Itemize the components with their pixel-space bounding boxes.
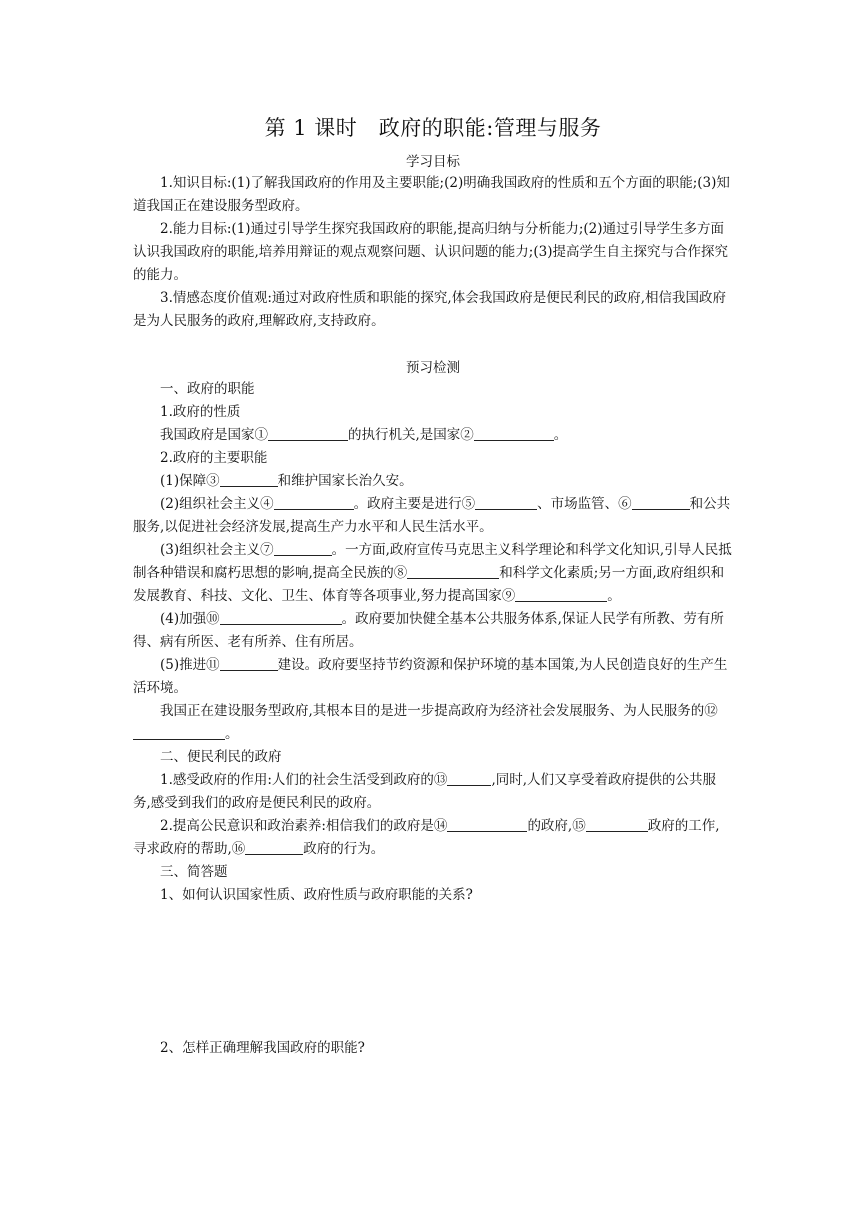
objective-knowledge: 1.知识目标:(1)了解我国政府的作用及主要职能;(2)明确我国政府的性质和五个方面的职能;(3)知道我国正在建设服务型政府。 bbox=[133, 175, 730, 214]
blank-10[interactable] bbox=[220, 611, 342, 625]
fill-line-nature: 我国政府是国家① 的执行机关,是国家② 。 bbox=[160, 427, 568, 443]
fill-line-function-2: (2)组织社会主义④ 。政府主要是进行⑤ 、市场监管、⑥ 和公共服务,以促进社会经济发展,提高生产力水平和人民生活水平。 bbox=[133, 496, 731, 535]
fill-line-function-4: (4)加强⑩ 。政府要加快健全基本公共服务体系,保证人民学有所教、劳有所得、病有所医、老有所养、住有所居。 bbox=[133, 611, 724, 650]
blank-4[interactable] bbox=[274, 496, 354, 510]
objective-ability: 2.能力目标:(1)通过引导学生探究我国政府的职能,提高归纳与分析能力;(2)通过引导学生多方面认识我国政府的职能,培养用辩证的观点观察问题、认识问题的能力;(3)提高学生自主探究与合作探究的能力。 bbox=[133, 221, 728, 283]
blank-7[interactable] bbox=[274, 542, 332, 556]
fill-line-civic: 2.提高公民意识和政治素养:相信我们的政府是⑭ 的政府,⑮ 政府的工作,寻求政府的帮助,⑯ 政府的行为。 bbox=[133, 818, 720, 857]
blank-16[interactable] bbox=[245, 841, 303, 855]
objective-attitude: 3.情感态度价值观:通过对政府性质和职能的探究,体会我国政府是便民利民的政府,相信我国政府是为人民服务的政府,理解政府,支持政府。 bbox=[133, 290, 727, 329]
lesson-title: 第 1 课时 政府的职能:管理与服务 bbox=[264, 116, 602, 140]
section-2-title: 二、便民利民的政府 bbox=[160, 749, 282, 765]
section-1-title: 一、政府的职能 bbox=[160, 381, 255, 397]
blank-14[interactable] bbox=[447, 818, 527, 832]
question-2: 2、怎样正确理解我国政府的职能? bbox=[160, 1040, 365, 1056]
fill-line-function-1: (1)保障③ 和维护国家长治久安。 bbox=[160, 473, 413, 489]
fill-line-service-government: 我国正在建设服务型政府,其根本目的是进一步提高政府为经济社会发展服务、为人民服务的⑫。 bbox=[133, 700, 733, 746]
blank-9[interactable] bbox=[515, 588, 607, 602]
blank-12[interactable] bbox=[133, 726, 225, 740]
objectives-heading: 学习目标 bbox=[406, 154, 460, 170]
blank-11[interactable] bbox=[220, 657, 278, 671]
fill-line-function-3: (3)组织社会主义⑦ 。一方面,政府宣传马克思主义科学理论和科学文化知识,引导人民抵制各种错误和腐朽思想的影响,提高全民族的⑧ 和科学文化素质;另一方面,政府组织和发展教育、科技、文化、卫生、体育等各项事业,努力提高国家⑨ 。 bbox=[133, 542, 732, 604]
subsection-nature: 1.政府的性质 bbox=[160, 404, 241, 420]
spacer bbox=[133, 333, 733, 356]
blank-1[interactable] bbox=[268, 427, 348, 441]
preview-heading: 预习检测 bbox=[406, 360, 460, 376]
blank-6[interactable] bbox=[632, 496, 690, 510]
blank-2[interactable] bbox=[474, 427, 554, 441]
blank-3[interactable] bbox=[220, 473, 278, 487]
blank-5[interactable] bbox=[475, 496, 537, 510]
answer-space-1[interactable] bbox=[133, 907, 733, 1037]
subsection-functions: 2.政府的主要职能 bbox=[160, 450, 268, 466]
fill-line-function-5: (5)推进⑪ 建设。政府要坚持节约资源和保护环境的基本国策,为人民创造良好的生产生活环境。 bbox=[133, 657, 728, 696]
fill-line-role: 1.感受政府的作用:人们的社会生活受到政府的⑬ ,同时,人们又享受着政府提供的公共服务,感受到我们的政府是便民利民的政府。 bbox=[133, 772, 717, 811]
blank-8[interactable] bbox=[407, 565, 499, 579]
blank-13[interactable] bbox=[447, 772, 491, 786]
section-3-title: 三、简答题 bbox=[160, 864, 228, 880]
question-1: 1、如何认识国家性质、政府性质与政府职能的关系? bbox=[160, 887, 473, 903]
document-content bbox=[133, 112, 733, 1060]
blank-15[interactable] bbox=[586, 818, 648, 832]
